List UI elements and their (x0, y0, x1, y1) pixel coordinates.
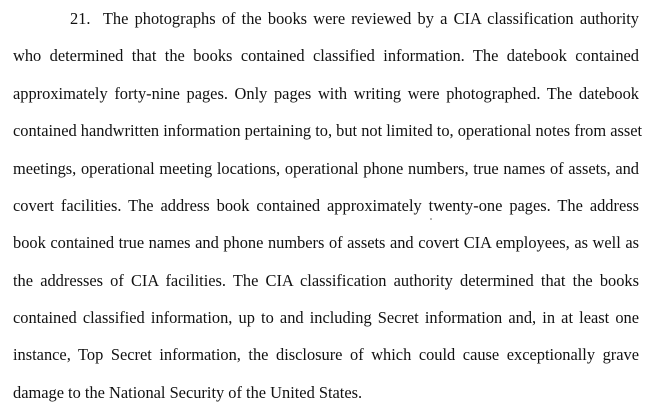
paragraph-number: 21. (70, 9, 91, 28)
paragraph-line-1: The photographs of the books were reviewed by a CIA classification authority (102, 9, 639, 28)
paragraph-line-9: contained classified information, up to and including Secret information and, in at least one (13, 308, 639, 327)
paragraph-line-11: damage to the National Security of the United States. (13, 383, 363, 402)
paragraph-line-4: contained handwritten information pertaining to, but not limited to, operational notes from asset (13, 121, 643, 140)
paragraph-line-10: instance, Top Secret information, the disclosure of which could cause exceptionally grave (13, 345, 639, 364)
paragraph-first-line (70, 9, 639, 29)
paragraph-line-2: who determined that the books contained classified information. The datebook contained (13, 46, 639, 65)
paragraph-line-8: the addresses of CIA facilities. The CIA classification authority determined that the books (13, 271, 639, 290)
paragraph-line-5: meetings, operational meeting locations, operational phone numbers, true names of assets, and (13, 159, 639, 178)
paragraph-line-3: approximately forty-nine pages. Only pages with writing were photographed. The datebook (13, 84, 639, 103)
paragraph-line-7: book contained true names and phone numbers of assets and covert CIA employees, as well as (13, 233, 639, 252)
scan-speck (430, 218, 432, 220)
paragraph-line-6: covert facilities. The address book contained approximately twenty-one pages. The address (13, 196, 639, 215)
